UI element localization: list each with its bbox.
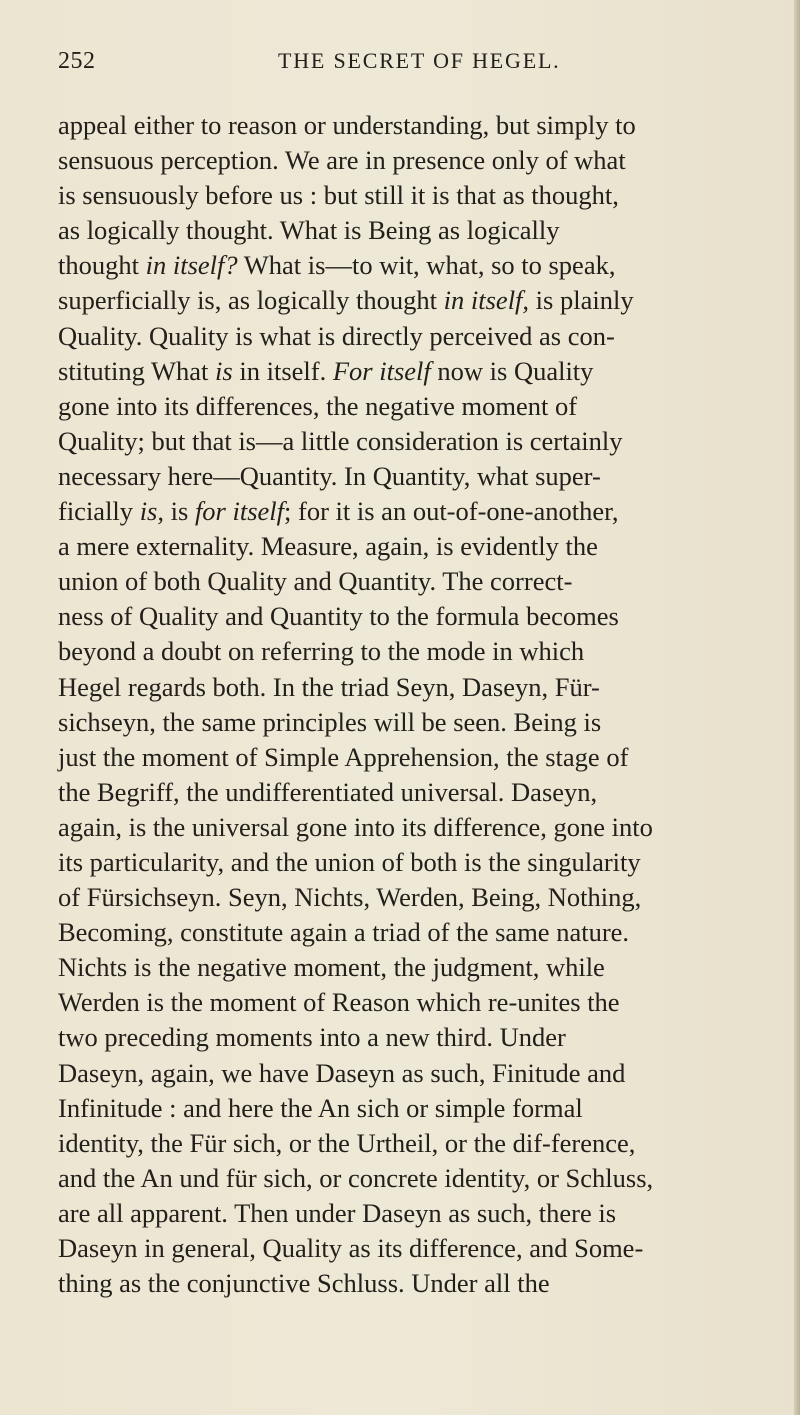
text-run: of Fürsichseyn. Seyn, Nichts, Werden, Being, Nothing, [58, 882, 642, 913]
italic-text-run: is [215, 355, 233, 386]
text-run: gone into its differences, the negative moment of [58, 390, 578, 421]
text-line [58, 108, 758, 143]
text-run: union of both Quality and Quantity. The correct- [58, 566, 573, 597]
text-line [58, 248, 758, 283]
text-run: are all apparent. Then under Daseyn as such, there is [58, 1197, 617, 1228]
text-run: is [164, 496, 195, 527]
text-line [58, 1231, 758, 1266]
text-run: appeal either to reason or understanding, but simply to [58, 110, 636, 140]
text-run: just the moment of Simple Apprehension, the stage of [58, 741, 629, 772]
text-line [58, 1196, 758, 1231]
text-run: a mere externality. Measure, again, is evidently the [58, 531, 598, 562]
text-line [58, 1056, 758, 1091]
text-run: and the An und für sich, or concrete identity, or Schluss, [58, 1162, 654, 1193]
text-line [58, 143, 758, 178]
text-line [58, 845, 758, 880]
text-run: in itself. [232, 355, 333, 386]
text-line [58, 459, 758, 494]
body-text [58, 108, 758, 1301]
text-run: is plainly [529, 285, 634, 316]
text-run: as logically thought. What is Being as logically [58, 215, 560, 246]
text-run: thing as the conjunctive Schluss. Under all the [58, 1268, 550, 1299]
text-run: again, is the universal gone into its difference, gone into [58, 811, 653, 842]
text-line [58, 564, 758, 599]
text-line [58, 529, 758, 564]
text-line [58, 915, 758, 950]
text-line [58, 740, 758, 775]
text-run: its particularity, and the union of both is the singularity [58, 846, 641, 877]
text-run: Quality; but that is—a little consideration is certainly [58, 425, 623, 456]
text-line [58, 424, 758, 459]
italic-text-run: in itself, [443, 285, 530, 316]
text-run: Becoming, constitute again a triad of the same nature. [58, 917, 630, 948]
text-line [58, 880, 758, 915]
text-run: What is—to wit, what, so to speak, [237, 250, 616, 281]
text-line [58, 283, 758, 318]
text-line [58, 599, 758, 634]
text-line [58, 494, 758, 529]
italic-text-run: is, [139, 496, 164, 527]
italic-text-run: in itself? [145, 250, 238, 281]
text-line [58, 775, 758, 810]
running-title: THE SECRET OF HEGEL. [278, 48, 561, 73]
text-line [58, 213, 758, 248]
text-line [58, 634, 758, 669]
text-run: ; for it is an out-of-one-another, [284, 496, 619, 527]
text-run: now is Quality [430, 355, 594, 386]
text-run: identity, the Für sich, or the Urtheil, or the dif-ference, [58, 1127, 636, 1158]
text-run: sichseyn, the same principles will be seen. Being is [58, 706, 602, 737]
text-line [58, 1161, 758, 1196]
text-run: ficially [58, 496, 140, 527]
text-run: Nichts is the negative moment, the judgment, while [58, 952, 605, 983]
text-line [58, 705, 758, 740]
italic-text-run: for itself [194, 496, 285, 527]
text-line [58, 319, 758, 354]
text-line [58, 354, 758, 389]
text-run: sensuous perception. We are in presence only of what [58, 145, 626, 176]
text-run: Infinitude : and here the An sich or simple formal [58, 1092, 583, 1123]
text-run: Quality. Quality is what is directly perceived as con- [58, 320, 615, 351]
text-line [58, 1266, 758, 1301]
text-line [58, 178, 758, 213]
text-run: ness of Quality and Quantity to the formula becomes [58, 601, 619, 632]
text-run: Daseyn in general, Quality as its difference, and Some- [58, 1233, 644, 1263]
text-line [58, 1091, 758, 1126]
text-line [58, 810, 758, 845]
text-run: stituting What [58, 355, 216, 386]
text-line [58, 985, 758, 1020]
text-run: thought [58, 250, 146, 281]
text-run: is sensuously before us : but still it is that as thought, [58, 180, 619, 211]
text-run: two preceding moments into a new third. Under [58, 1022, 566, 1053]
text-line [58, 1126, 758, 1161]
italic-text-run: For itself [332, 355, 431, 386]
text-run: beyond a doubt on referring to the mode in which [58, 636, 585, 667]
page-edge-shadow [794, 0, 800, 1415]
text-run: superficially is, as logically thought [58, 285, 444, 316]
text-line [58, 670, 758, 705]
text-run: Daseyn, again, we have Daseyn as such, Finitude and [58, 1057, 626, 1088]
text-line [58, 389, 758, 424]
page-number: 252 [58, 48, 96, 74]
text-run: necessary here—Quantity. In Quantity, what super- [58, 460, 601, 491]
text-run: Hegel regards both. In the triad Seyn, Daseyn, Für- [58, 671, 600, 702]
text-run: Werden is the moment of Reason which re-unites the [58, 987, 620, 1018]
text-run: the Begriff, the undifferentiated universal. Daseyn, [58, 776, 598, 807]
text-line [58, 1020, 758, 1055]
text-line [58, 950, 758, 985]
page-header [58, 48, 748, 88]
